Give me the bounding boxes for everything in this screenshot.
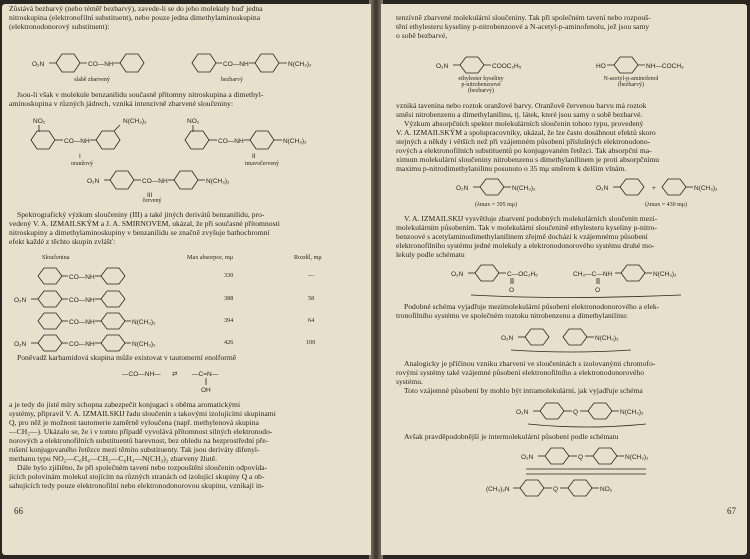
svg-text:Q: Q [573, 409, 579, 416]
text-line: vedený V. A. IZMAILSKÝM a J. A. SMIRNOVEM, ukázal, že při současné přítomnosti [9, 219, 280, 228]
table-header: Max absorpce, mμ [187, 254, 234, 261]
svg-text:O₂N: O₂N [87, 178, 100, 185]
nitro-label: O₂N [32, 61, 45, 68]
svg-text:O₂N: O₂N [451, 271, 464, 278]
caption: tmavočervený [245, 161, 279, 167]
caption: (bezbarvý) [468, 88, 494, 94]
table-cell: 330 [224, 272, 234, 279]
intermolecular-scheme [486, 447, 716, 497]
chemical-structure-figure-r2 [456, 176, 736, 202]
svg-text:Q: Q [578, 454, 584, 461]
text-line: tenzívně zbarvené molekulární sloučeniny. Tak při společném tavení nebo rozpouš- [396, 13, 651, 22]
svg-text:CO—NH: CO—NH [88, 61, 114, 68]
page-number: 66 [14, 506, 23, 516]
benzene-ring [255, 54, 279, 72]
text-line: (elektronodonorový substituent): [9, 22, 110, 31]
table-cell: 100 [306, 339, 316, 346]
svg-text:—CO—NH—: —CO—NH— [122, 371, 161, 378]
text-line: Jsou-li však v molekule benzanilidu současně přítomny nitroskupina a dimethyl- [17, 90, 264, 99]
benzene-ring [621, 265, 645, 281]
text-line: Výzkum absorpčních spekter molekulárních sloučenin tohoto typu, provedený [404, 119, 644, 128]
svg-text:N(CH₃)₂: N(CH₃)₂ [512, 185, 536, 192]
svg-text:N(CH₃)₂: N(CH₃)₂ [283, 138, 307, 145]
benzene-ring [563, 329, 587, 345]
table-cell: 426 [224, 339, 234, 346]
svg-text:COOC₂H₅: COOC₂H₅ [492, 63, 522, 70]
text-line: ximum molekulární sloučeniny nitrobenzenu s dimethylanilinem je proti absorpčnímu [396, 155, 660, 164]
benzene-ring [614, 57, 638, 73]
svg-text:CO—NH: CO—NH [64, 138, 90, 145]
svg-text:O: O [595, 287, 601, 294]
text-line: Avšak pravděpodobnější je intermolekulární působení podle schématu [404, 432, 619, 441]
svg-text:N(CH₃)₂: N(CH₃)₂ [206, 178, 230, 185]
caption: (λmax = 430 mμ) [644, 202, 687, 208]
svg-text:C—OC₂H₅: C—OC₂H₅ [507, 271, 538, 278]
svg-text:+: + [652, 185, 656, 192]
svg-text:II: II [252, 153, 256, 160]
benzene-ring [480, 179, 504, 195]
benzene-ring [525, 329, 549, 345]
table-cell: 394 [224, 317, 234, 324]
benzene-ring [96, 131, 120, 149]
benzene-ring [110, 171, 134, 189]
text-line: tění ethylesteru kyseliny p-nitrobenzoové a N-acetyl-p-aminofenolu, jež jsou samy [396, 22, 650, 31]
caption: ethylester kyseliny [458, 76, 504, 82]
caption: (λmax = 395 mμ) [474, 202, 517, 208]
benzene-ring [56, 54, 80, 72]
svg-text:NO₂: NO₂ [600, 486, 613, 493]
caption: červený [142, 198, 162, 204]
svg-text:⇄: ⇄ [172, 371, 178, 378]
benzene-ring [38, 291, 62, 307]
svg-text:(CH₃)₂N: (CH₃)₂N [486, 486, 510, 493]
text-line: Toto vzájemné působení by mohlo být intramolekulární, jak vyjadřuje schéma [404, 386, 643, 395]
caption: bezbarvý [221, 77, 243, 83]
table-cell: — [308, 272, 315, 279]
text-line: systémy, připravil V. A. IZMAILSKIJ řadu sloučenin s takovými izolujícími skupinami [9, 409, 276, 418]
benzene-ring [475, 265, 499, 281]
page-number: 67 [727, 506, 736, 516]
svg-text:N(CH₃)₂: N(CH₃)₂ [625, 454, 649, 461]
svg-text:O₂N: O₂N [456, 185, 469, 192]
text-line: o sobě bezbarvé, [396, 31, 448, 40]
svg-text:O₂N: O₂N [14, 297, 27, 304]
table-cell: 64 [308, 317, 315, 324]
text-line: V. A. IZMAILSKIJ vysvětluje zbarvení podobných molekulárních sloučenin mezi- [404, 214, 658, 223]
svg-text:III: III [147, 192, 153, 199]
benzene-ring [38, 313, 62, 329]
benzene-ring [568, 480, 592, 496]
caption: oranžový [70, 161, 94, 167]
text-line: maximu p-nitrodimethylanilinu posunuto o 35 mμ směrem k delším vlnám. [396, 164, 627, 173]
svg-text:CH₃—C—NH: CH₃—C—NH [573, 271, 613, 278]
benzene-ring [38, 268, 62, 284]
svg-text:CO—NH: CO—NH [142, 178, 168, 185]
text-line: Dále bylo zjištěno, že při společném tavení nebo rozpouštění sloučenin odpovída- [17, 463, 268, 472]
text-line: systému. [396, 377, 423, 386]
caption: (bezbarvý) [618, 82, 644, 88]
benzene-ring [101, 335, 125, 351]
svg-text:N(CH₃)₂: N(CH₃)₂ [595, 335, 619, 342]
benzene-ring [620, 179, 644, 195]
text-line: molekulárním působením. Tak v molekulární sloučenině ethylesteru kyseliny p-nitro- [396, 223, 657, 232]
text-line: Q, pro něž je možnost tautomerie zaměrně vyloučena (např. methylenová skupina [9, 418, 259, 427]
text-line: benzoové s acetylaminodimethylanilinem zřejmě dochází k vzájemnému působení [396, 232, 648, 241]
svg-text:CO—NH: CO—NH [223, 61, 249, 68]
text-line: Spektrografický výzkum sloučeniny (III) a také jiných derivátů benzanilidu, pro- [17, 210, 265, 219]
text-line: efekt každé z těchto skupin zvlášť: [9, 237, 116, 246]
text-line: rušení konjugovaného řetězce mezi těmito substituenty. Tak jsou deriváty difenyl- [9, 445, 260, 454]
text-line: V. A. IZMAILSKÝM a spolupracovníky, ukázal, že lze často dosáhnout efektů skoro [396, 128, 656, 137]
caption: slabě zbarvený [74, 77, 110, 83]
text-line: směsi nitrobenzenu a dimethylanilinu, tj. látek, které jsou samy o sobě bezbarvé. [396, 110, 643, 119]
benzene-ring [540, 403, 564, 419]
benzene-ring [588, 403, 612, 419]
benzene-ring [101, 268, 125, 284]
interaction-scheme-2 [501, 326, 681, 354]
benzene-ring [192, 54, 216, 72]
text-line: methanu typu NO₂—C₆H₄—CH₂—C₆H₄—N(CH₃)₂ zbarveny žlutě. [9, 454, 218, 463]
benzene-ring [662, 179, 686, 195]
left-page [2, 4, 371, 555]
table-cell: 58 [308, 295, 315, 302]
svg-text:N(CH₃)₂: N(CH₃)₂ [620, 409, 644, 416]
text-line: nitroskupiny a dimethylaminoskupiny v benzanilidu se značně zvyšuje bathochromní [9, 228, 270, 237]
svg-text:Q: Q [553, 486, 559, 493]
svg-text:N(CH₃)₂: N(CH₃)₂ [132, 319, 156, 326]
svg-text:N(CH₃)₂: N(CH₃)₂ [123, 118, 147, 125]
text-line: aminoskupina v různých jádrech, vzniká intenzívně zbarvené sloučeniny: [9, 99, 234, 108]
text-line: rovými systémy také vzájemné působení elektronofilního a elektronodonorového [396, 368, 645, 377]
intramolecular-scheme [516, 400, 716, 428]
svg-text:CO—NH: CO—NH [69, 274, 95, 281]
caption: N-acetyl-p-aminofenol [603, 76, 659, 82]
benzene-ring [545, 448, 569, 464]
right-page [381, 4, 747, 555]
benzene-ring [185, 131, 209, 149]
text-line: —CH₂—). Ukázalo se, že i v tomto případě vyvolává přítomnost silných elektronodo- [9, 427, 273, 436]
table-header: Sloučenina [42, 254, 70, 261]
svg-text:NH—COCH₃: NH—COCH₃ [646, 63, 684, 70]
benzene-ring [120, 54, 144, 72]
benzene-ring [520, 480, 544, 496]
svg-text:OH: OH [201, 387, 211, 394]
text-line: lekuly podle schématu [396, 250, 465, 259]
chemical-structure-figure-1 [32, 50, 352, 80]
benzene-ring [593, 448, 617, 464]
benzene-ring [101, 291, 125, 307]
svg-text:O₂N: O₂N [501, 335, 514, 342]
text-line: sahujících tedy pouze elektronofilní nebo elektronodonorovou skupinu, vznikají in- [9, 481, 265, 490]
text-line: rových a elektronofilních substituentů po konjugovaném řetězci. Tak absorpční ma- [396, 146, 652, 155]
benzene-ring [31, 131, 55, 149]
svg-text:I: I [79, 153, 81, 160]
svg-text:HO: HO [596, 63, 606, 70]
text-line: Analogicky je příčinou vzniku zbarvení ve sloučeninách s izolovanými chromofo- [404, 359, 656, 368]
svg-text:O₂N: O₂N [516, 409, 529, 416]
caption: p-nitrobenzoové [461, 82, 501, 88]
svg-text:N(CH₃)₂: N(CH₃)₂ [653, 271, 677, 278]
text-line: Podobné schéma vyjadřuje mezimolekulární působení elektronodonorového a elek- [404, 302, 660, 311]
svg-text:N(CH₃)₂: N(CH₃)₂ [132, 341, 156, 348]
svg-text:CO—NH: CO—NH [69, 297, 95, 304]
table-cell: 388 [224, 295, 234, 302]
text-line: Zůstává bezbarvý (nebo téměř bezbarvý), zavede-li se do jeho molekuly buď jedna [9, 4, 263, 13]
svg-text:CO—NH: CO—NH [69, 341, 95, 348]
benzene-ring [250, 131, 274, 149]
interaction-scheme-1 [451, 262, 731, 298]
text-line: vzniká tavenina nebo roztok oranžové barvy. Oranžově červenou barvu má roztok [396, 101, 647, 110]
table-structures [12, 266, 182, 356]
text-line: nitroskupina (elektronofilní substituent), nebo pouze jedna dimethylaminoskupina [9, 13, 261, 22]
text-line: stejných a někdy i větších než při vzájemném působení příslušných elektronodono- [396, 137, 651, 146]
svg-text:CO—NH: CO—NH [218, 138, 244, 145]
text-line: a je tedy do jisté míry schopna zabezpečit konjugaci s oběma aromatickými [9, 400, 241, 409]
svg-text:O₂N: O₂N [14, 341, 27, 348]
svg-text:O₂N: O₂N [436, 63, 449, 70]
svg-text:NO₂: NO₂ [33, 118, 46, 125]
tautomer-figure [122, 366, 262, 396]
svg-text:NO₂: NO₂ [187, 118, 200, 125]
svg-text:—C=N—: —C=N— [192, 371, 219, 378]
benzene-ring [101, 313, 125, 329]
text-line: jících polovinám molekul stojícím na různých stranách od izolující skupiny Q a ob- [9, 472, 265, 481]
svg-text:O₂N: O₂N [521, 454, 534, 461]
text-line: tronofilního systému ve společném roztoku nitrobenzenu a dimethylanilinu: [396, 311, 628, 320]
benzene-ring [38, 335, 62, 351]
text-line: norových a elektronofilních substituentů barevnost, bez ohledu na bezprostřední pře- [9, 436, 269, 445]
svg-text:CO—NH: CO—NH [69, 319, 95, 326]
svg-text:O₂N: O₂N [596, 185, 609, 192]
svg-text:N(CH₃)₂: N(CH₃)₂ [694, 185, 718, 192]
benzene-ring [174, 171, 198, 189]
text-line: Poněvadž karbamidová skupina může existovat v tautomerní enolformě [17, 353, 237, 362]
svg-text:O: O [509, 287, 515, 294]
text-line: elektronofilního systému jedné molekuly a elektronodonorového systému druhé mo- [396, 241, 655, 250]
svg-text:N(CH₃)₂: N(CH₃)₂ [288, 61, 312, 68]
benzene-ring [460, 57, 484, 73]
table-header: Rozdíl, mμ [294, 254, 322, 261]
